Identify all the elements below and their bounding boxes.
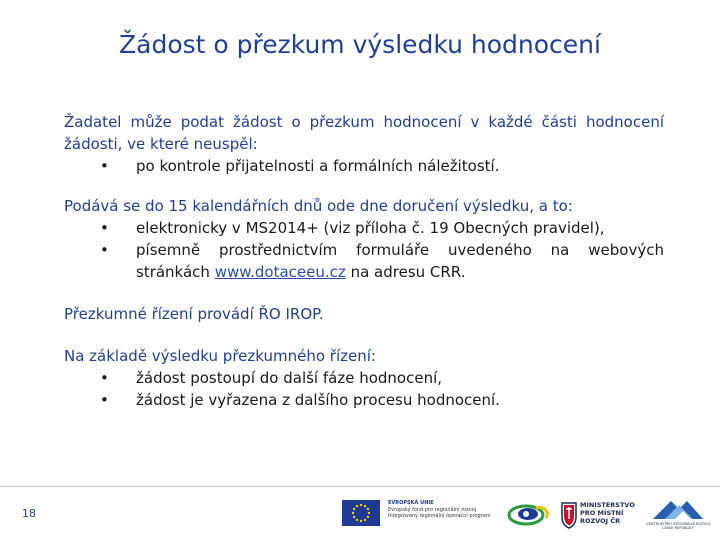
bullet-text: žádost je vyřazena z dalšího procesu hodnocení. bbox=[136, 391, 500, 409]
mmr-line: ROZVOJ ČR bbox=[580, 517, 621, 525]
bullet-item bbox=[64, 367, 664, 389]
bullet-dot: • bbox=[100, 157, 109, 175]
paragraph-review-authority: Přezkumné řízení provádí ŘO IROP. bbox=[64, 305, 324, 323]
bullet-text: na adresu CRR. bbox=[350, 263, 466, 281]
mmr-text bbox=[580, 501, 640, 525]
mmr-line: PRO MÍSTNÍ bbox=[580, 509, 624, 517]
bullet-dot: • bbox=[100, 391, 109, 409]
eu-label: EVROPSKÁ UNIE bbox=[388, 500, 434, 506]
crr-line: ČESKÉ REPUBLIKY bbox=[662, 526, 694, 530]
dotaceeu-link[interactable]: www.dotaceeu.cz bbox=[214, 263, 346, 281]
crr-line: CENTRUM PRO REGIONÁLNÍ ROZVOJ bbox=[646, 522, 710, 526]
bullet-dot: • bbox=[100, 219, 109, 237]
bullet-dot: • bbox=[100, 369, 109, 387]
slide-body bbox=[64, 111, 664, 411]
eu-program-text bbox=[388, 500, 498, 520]
bullet-text: elektronicky v MS2014+ (viz příloha č. 19 Obecných pravidel), bbox=[136, 219, 605, 237]
bullet-text: po kontrole přijatelnosti a formálních náležitostí. bbox=[136, 157, 500, 175]
crr-text bbox=[644, 522, 712, 530]
bullet-dot: • bbox=[100, 241, 109, 259]
paragraph-deadline: Podává se do 15 kalendářních dnů ode dne doručení výsledku, a to: bbox=[64, 197, 573, 215]
bullet-text: žádost postoupí do další fáze hodnocení, bbox=[136, 369, 443, 387]
erdf-label: Evropský fond pro regionální rozvoj bbox=[388, 506, 477, 513]
bullet-item bbox=[64, 389, 664, 411]
bullet-item bbox=[64, 155, 664, 177]
footer-divider bbox=[0, 486, 720, 487]
slide-title: Žádost o přezkum výsledku hodnocení bbox=[119, 30, 601, 59]
bullet-item bbox=[64, 239, 664, 283]
mmr-line: MINISTERSTVO bbox=[580, 501, 635, 509]
paragraph-appeal-right: Žadatel může podat žádost o přezkum hodnocení v každé části hodnocení žádosti, ve které neuspěl: bbox=[64, 113, 664, 153]
bullet-text: písemně prostřednictvím formuláře uvedeného na webových stránkách bbox=[136, 241, 664, 281]
page-number: 18 bbox=[22, 507, 36, 520]
paragraph-review-result: Na základě výsledku přezkumného řízení: bbox=[64, 347, 376, 365]
bullet-item bbox=[64, 217, 664, 239]
irop-label: Integrovaný regionální operační program bbox=[388, 513, 491, 519]
eu-flag-icon bbox=[342, 500, 380, 526]
irop-logo bbox=[506, 502, 552, 526]
